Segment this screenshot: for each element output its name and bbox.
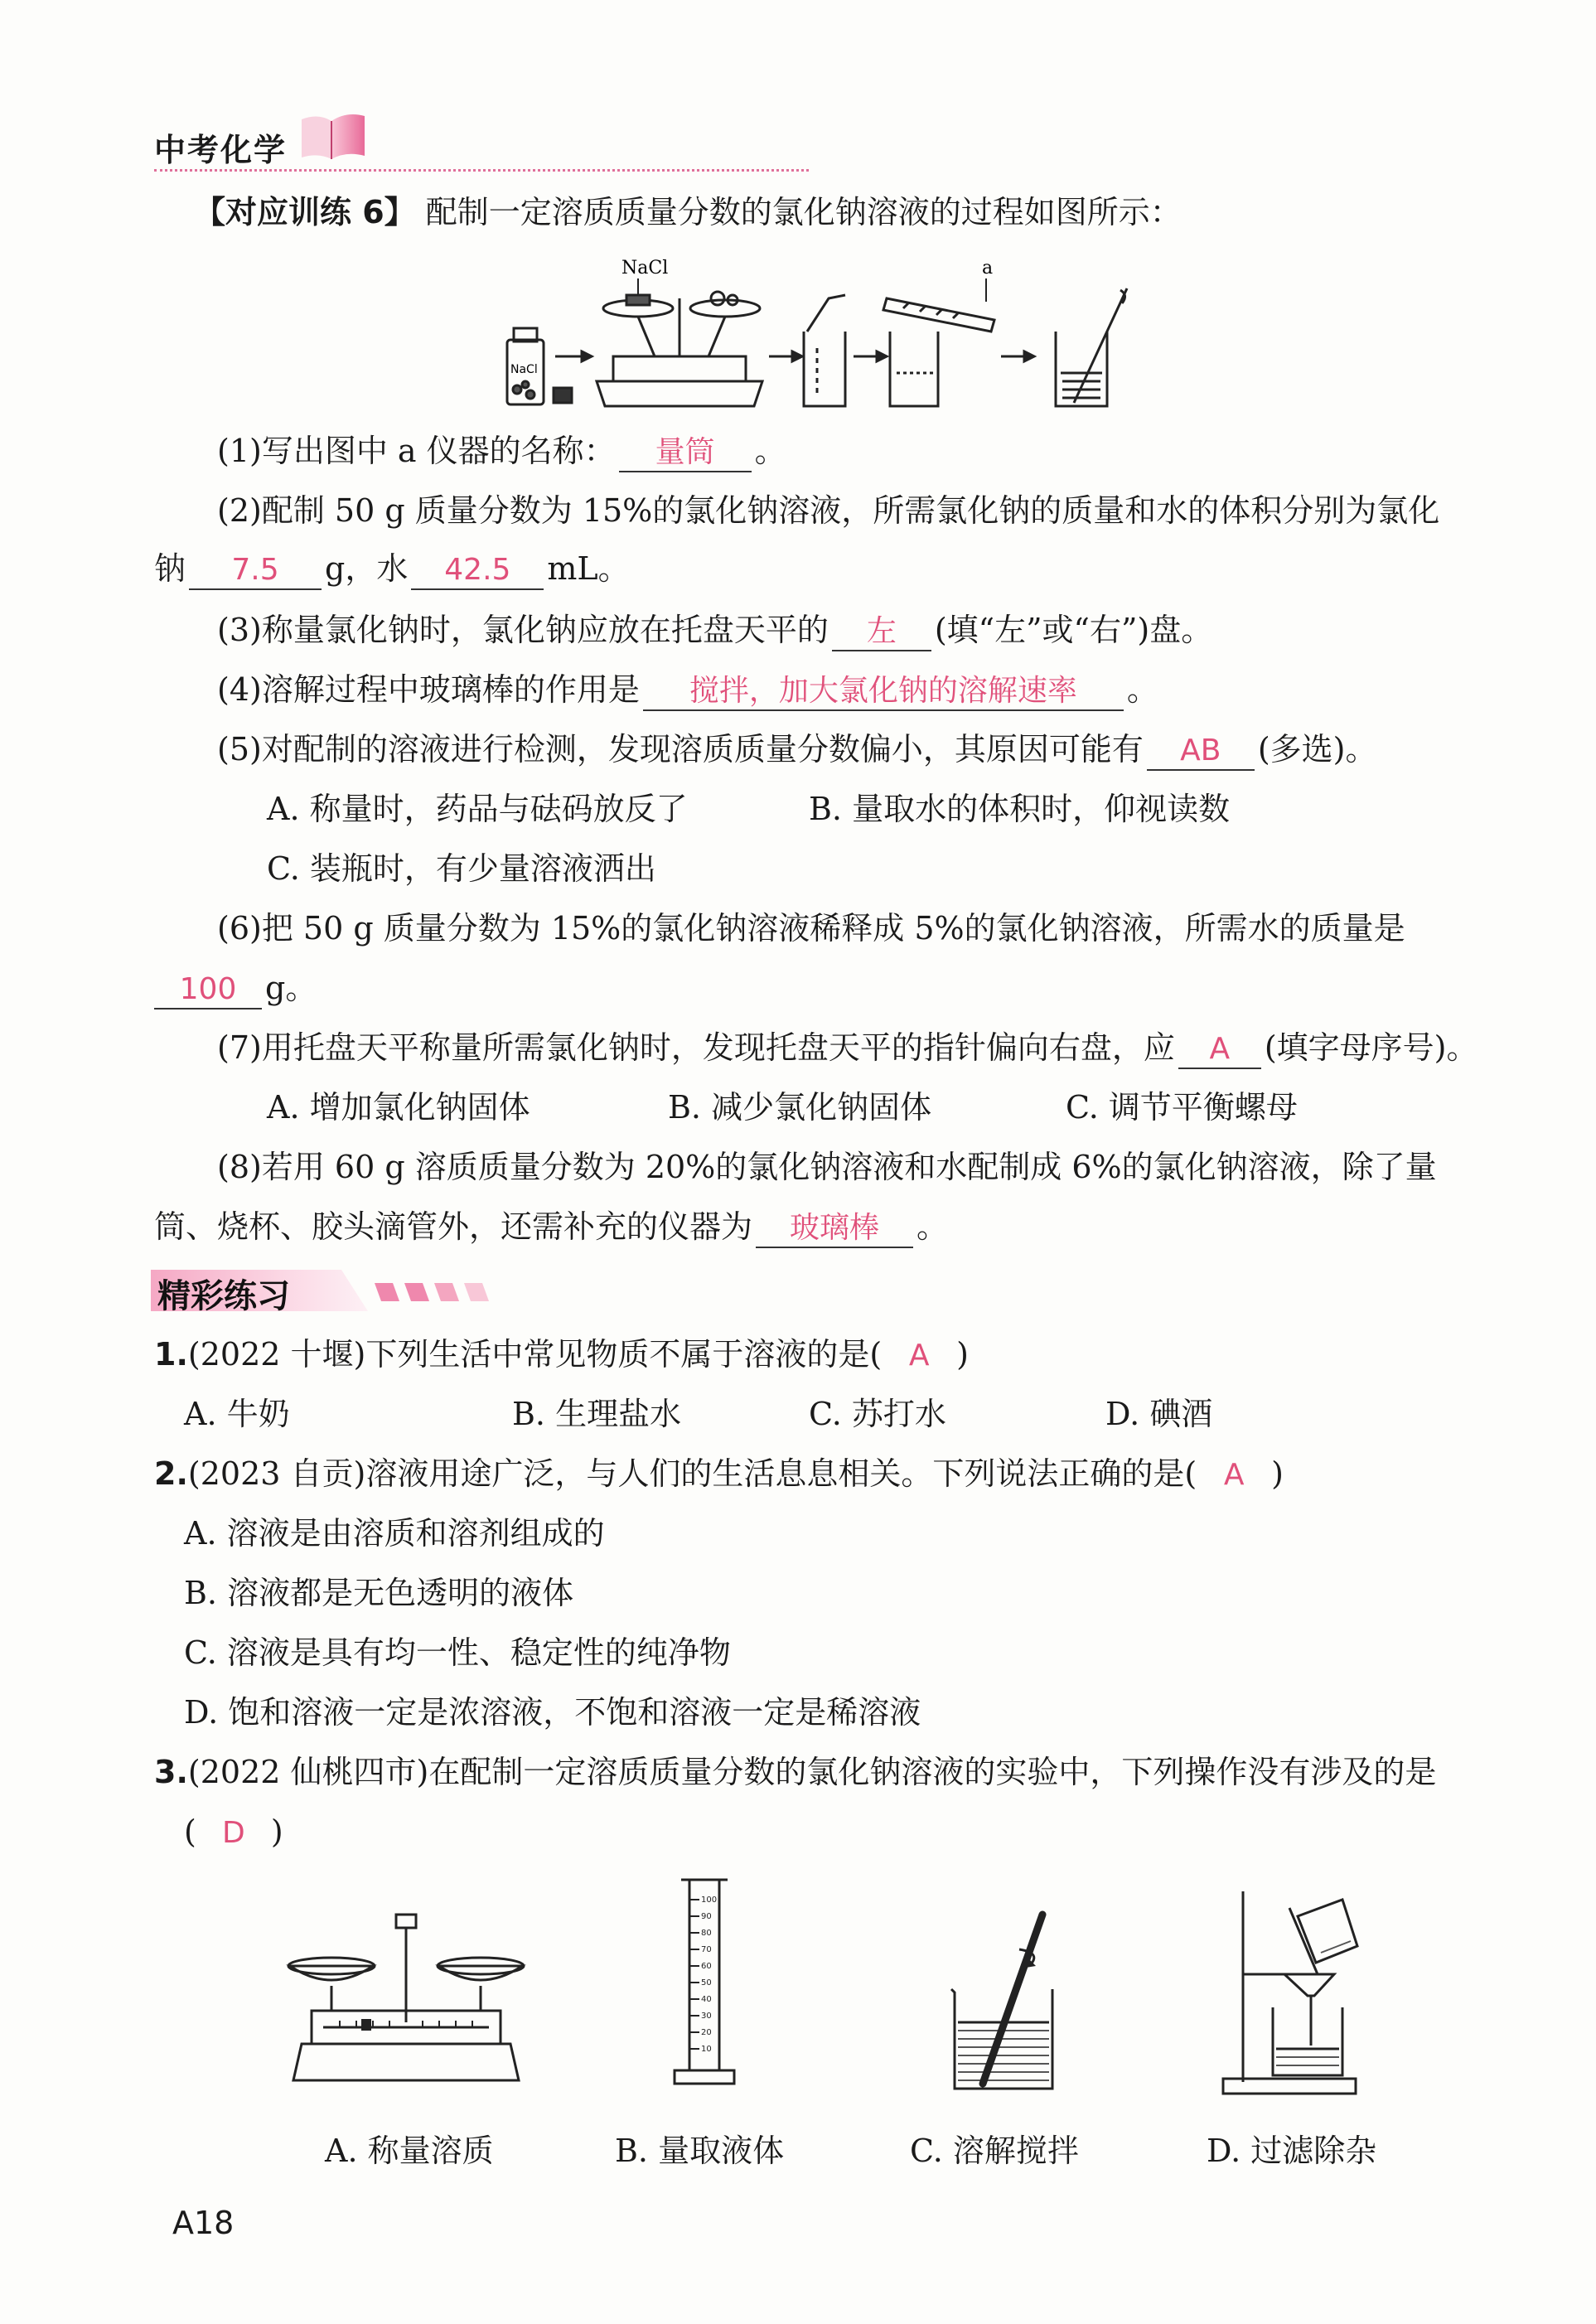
e3-number: 3. [154,1754,188,1790]
e2-option-c: C. 溶液是具有均一性、稳定性的纯净物 [184,1634,731,1671]
q3-post: (填“左”或“右”)盘。 [934,612,1213,648]
q3-answer: 左 [832,613,931,651]
q2-pre: 钠 [154,550,186,587]
cylinder-tick-50: 50 [701,1978,712,1988]
q7-option-c: C. 调节平衡螺母 [1066,1089,1298,1126]
q6-answer: 100 [154,971,262,1009]
q5-option-c: C. 装瓶时，有少量溶液洒出 [267,850,656,887]
q5-option-a: A. 称量时，药品与砝码放反了 [267,791,688,827]
e2-text: (2023 自贡)溶液用途广泛，与人们的生活息息相关。下列说法正确的是( [187,1455,1197,1492]
cylinder-tick-40: 40 [701,1995,712,2004]
beaker-stirring [1056,288,1127,406]
q1-answer: 量筒 [619,434,752,472]
cylinder-tick-30: 30 [701,2012,712,2021]
q7-option-b: B. 减少氯化钠固体 [668,1089,932,1126]
e1-number: 1. [154,1336,188,1373]
practice6-title [194,192,1182,232]
q5-option-b: B. 量取水的体积时，仰视读数 [809,791,1231,827]
q2-mid: g，水 [325,550,409,587]
figure-d-filtration [1218,1883,1367,2099]
figure-a-balance [282,1898,530,2097]
e3-open: ( [184,1813,196,1850]
a-label: a [982,258,994,278]
arrow-1 [555,351,592,361]
cylinder-tick-70: 70 [701,1945,712,1954]
e1-close: ) [956,1336,969,1373]
q2-answer-1: 7.5 [189,552,322,590]
cylinder-tick-10: 10 [701,2045,712,2054]
cylinder-tick-60: 60 [701,1962,712,1971]
figure-b-caption: B. 量取液体 [615,2133,785,2169]
practice6-q8-line2 [154,1207,948,1248]
q8-text: 筒、烧杯、胶头滴管外，还需补充的仪器为 [154,1208,753,1245]
q2-answer-2: 42.5 [411,552,544,590]
e1-option-a: A. 牛奶 [184,1396,290,1432]
balance [597,292,762,406]
practice6-label: 【对应训练 6】 [194,194,416,230]
practice6-q6-line1: (6)把 50 g 质量分数为 15%的氯化钠溶液稀释成 5%的氯化钠溶液，所需水的质量是 [217,910,1405,947]
practice6-q2-line1: (2)配制 50 g 质量分数为 15%的氯化钠溶液，所需氯化钠的质量和水的体积分别为氯化 [217,492,1440,529]
e1-text: (2022 十堰)下列生活中常见物质不属于溶液的是( [187,1336,883,1373]
q5-post: (多选)。 [1257,731,1377,767]
figure-d-caption: D. 过滤除杂 [1207,2133,1377,2169]
open-book-icon [295,106,370,164]
pouring-cylinder [883,298,994,406]
q7-option-a: A. 增加氯化钠固体 [267,1089,530,1126]
q7-text: (7)用托盘天平称量所需氯化钠时，发现托盘天平的指针偏向右盘，应 [217,1029,1175,1066]
q2-post: mL。 [547,550,630,587]
figure-c-caption: C. 溶解搅拌 [910,2133,1079,2169]
q8-answer: 玻璃棒 [756,1210,913,1248]
practice6-q7 [217,1028,1478,1069]
q6-post: g。 [265,970,317,1006]
practice6-q4 [217,670,1158,711]
q7-post: (填字母序号)。 [1264,1029,1478,1066]
page-number: A18 [172,2205,235,2241]
e3-answer: D [221,1816,245,1850]
solution-preparation-process-figure [489,249,1152,414]
q8-post: 。 [916,1208,949,1245]
e1-option-b: B. 生理盐水 [512,1396,682,1432]
q5-text: (5)对配制的溶液进行检测，发现溶质质量分数偏小，其原因可能有 [217,731,1144,767]
header-dotted-rule [154,169,809,172]
arrow-2 [769,351,802,361]
q1-post: 。 [754,433,786,469]
book-title: 中考化学 [154,132,288,168]
e2-option-a: A. 溶液是由溶质和溶剂组成的 [184,1515,605,1552]
beaker-with-funnel [804,295,845,406]
practice6-q1 [217,431,786,472]
exercise-3 [154,1752,1436,1792]
e3-close: ) [270,1813,283,1850]
q1-text: (1)写出图中 a 仪器的名称： [217,433,616,469]
nacl-label: NaCl [621,258,669,278]
section-title: 精彩练习 [157,1277,290,1315]
e1-option-d: D. 碘酒 [1105,1396,1213,1432]
e2-option-b: B. 溶液都是无色透明的液体 [184,1575,574,1611]
cylinder-tick-80: 80 [701,1929,712,1938]
e1-option-c: C. 苏打水 [809,1396,946,1432]
q7-answer: A [1178,1031,1261,1069]
exercise-1 [154,1334,969,1376]
figure-b-graduated-cylinder [663,1875,746,2099]
q4-text: (4)溶解过程中玻璃棒的作用是 [217,671,640,708]
cylinder-tick-90: 90 [701,1912,712,1921]
arrow-3 [854,351,887,361]
q4-post: 。 [1126,671,1158,708]
practice6-prompt: 配制一定溶质质量分数的氯化钠溶液的过程如图所示： [425,194,1182,230]
practice6-q6-line2 [154,968,317,1009]
e3-answer-line [184,1812,283,1853]
q4-answer: 搅拌，加大氯化钠的溶解速率 [643,673,1124,711]
q3-text: (3)称量氯化钠时，氯化钠应放在托盘天平的 [217,612,829,648]
cylinder-tick-100: 100 [701,1896,718,1905]
arrow-4 [1001,351,1034,361]
e1-answer: A [908,1339,930,1373]
practice6-q8-line1: (8)若用 60 g 溶质质量分数为 20%的氯化钠溶液和水配制成 6%的氯化钠溶液，除了量 [217,1149,1437,1185]
e2-number: 2. [154,1455,188,1492]
e2-close: ) [1271,1455,1284,1492]
e2-option-d: D. 饱和溶液一定是浓溶液，不饱和溶液一定是稀溶液 [184,1694,921,1731]
exercise-2 [154,1454,1284,1495]
e3-text: (2022 仙桃四市)在配制一定溶质质量分数的氯化钠溶液的实验中，下列操作没有涉及的是 [187,1754,1437,1790]
practice6-q3 [217,610,1212,651]
practice6-q2-line2 [154,549,630,590]
e2-answer: A [1223,1458,1245,1492]
practice6-q5 [217,729,1377,771]
figure-a-caption: A. 称量溶质 [325,2133,494,2169]
cylinder-tick-20: 20 [701,2028,712,2037]
q5-answer: AB [1147,733,1255,771]
bottle-label: NaCl [510,363,538,376]
figure-c-stirring-beaker [936,1906,1077,2097]
